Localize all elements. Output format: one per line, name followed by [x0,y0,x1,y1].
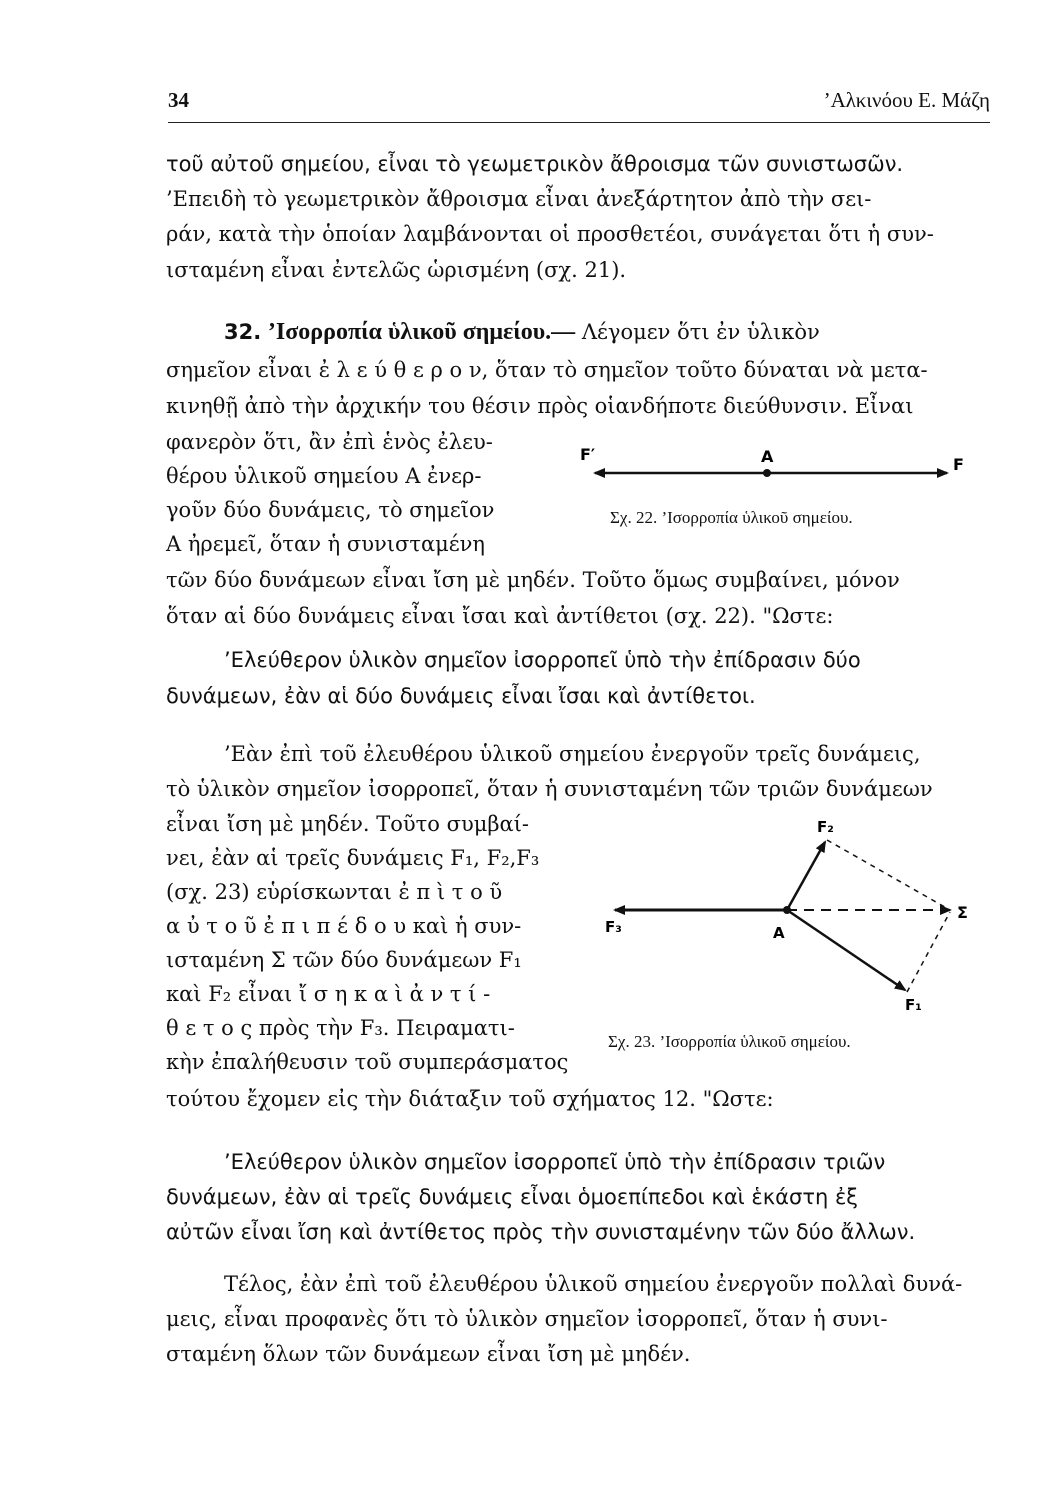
running-head-author: ’Αλκινόου Ε. Μάζη [823,88,990,112]
section-line-4: φανερὸν ὅτι, ἂν ἐπὶ ἑνὸς ἐλευ- [166,430,493,454]
p1-line-4: ισταμένη εἶναι ἐντελῶς ὡρισμένη (σχ. 21). [166,258,627,282]
p3-line-6: α ὐ τ ο ῦ ἐ π ι π έ δ ο υ καὶ ἡ συν- [166,914,522,938]
p3-line-7: ισταμένη Σ τῶν δύο δυνάμεων F₁ [166,948,522,972]
parallelogram-edge-upper [827,840,950,910]
p3-line-10: κὴν ἐπαλήθευσιν τοῦ συμπεράσματος [166,1050,569,1074]
section-line-9: ὅταν αἱ δύο δυνάμεις εἶναι ἴσαι καὶ ἀντίθετοι (σχ. 22). "Ωστε: [166,604,834,628]
force-f1-arrow [787,910,905,990]
p3-line-4: νει, ἐὰν αἱ τρεῖς δυνάμεις F₁, F₂,F₃ [166,846,540,870]
figure-22-caption: Σχ. 22. ’Ισορροπία ὑλικοῦ σημείου. [610,508,853,527]
p1-line-1: τοῦ αὐτοῦ σημείου, εἶναι τὸ γεωμετρικὸν ἄθροισμα τῶν συνιστωσῶν. [166,152,904,176]
section-line-6: γοῦν δύο δυνάμεις, τὸ σημεῖον [166,498,495,522]
section-line-3: κινηθῇ ἀπὸ τὴν ἀρχικήν του θέσιν πρὸς οἱανδήποτε διεύθυνσιν. Εἶναι [166,394,914,418]
force-f2-arrow [787,842,825,910]
section-line-2: σημεῖον εἶναι ἐ λ ε ύ θ ε ρ ο ν, ὅταν τὸ σημεῖον τοῦτο δύναται νὰ μετα- [166,358,928,382]
p3-line-2: τὸ ὑλικὸν σημεῖον ἰσορροπεῖ, ὅταν ἡ συνισταμένη τῶν τριῶν δυνάμεων [166,777,933,801]
label-f2: F₂ [817,818,834,836]
section-line-7: Α ἠρεμεῖ, ὅταν ἡ συνισταμένη [166,532,486,556]
label-a: A [773,924,785,942]
p3-line-3: εἶναι ἴση μὲ μηδέν. Τοῦτο συμβαί- [166,812,530,836]
page-header [168,82,990,123]
p3-line-1: ’Εὰν ἐπὶ τοῦ ἐλευθέρου ὑλικοῦ σημείου ἐνεργοῦν τρεῖς δυνάμεις, [224,742,921,766]
rule1-line-1: ’Ελεύθερον ὑλικὸν σημεῖον ἰσορροπεῖ ὑπὸ τὴν ἐπίδρασιν δύο [224,648,861,672]
label-sigma: Σ [957,903,968,922]
p3-line-11: τούτου ἔχομεν εἰς τὴν διάταξιν τοῦ σχήματος 12. "Ωστε: [166,1087,774,1111]
point-a-dot [763,469,771,477]
section-first-line-rest: Λέγομεν ὅτι ἐν ὑλικὸν [581,320,820,344]
label-f: F [953,455,964,474]
figure-22-diagram [575,440,975,500]
figure-23-caption: Σχ. 23. ’Ισορροπία ὑλικοῦ σημείου. [608,1032,851,1051]
p4-line-1: Τέλος, ἐὰν ἐπὶ τοῦ ἐλευθέρου ὑλικοῦ σημείου ἐνεργοῦν πολλαὶ δυνά- [224,1272,963,1296]
rule2-line-2: δυνάμεων, ἐὰν αἱ τρεῖς δυνάμεις εἶναι ὁμοεπίπεδοι καὶ ἑκάστη ἐξ [166,1185,859,1209]
p1-line-2: ’Επειδὴ τὸ γεωμετρικὸν ἄθροισμα εἶναι ἀνεξάρτητον ἀπὸ τὴν σει- [166,187,872,211]
section-heading-line [224,318,820,346]
point-a-dot [783,906,791,914]
p1-line-3: ράν, κατὰ τὴν ὁποίαν λαμβάνονται οἱ προσθετέοι, συνάγεται ὅτι ἡ συν- [166,222,934,246]
section-title: ’Ισορροπία ὑλικοῦ σημείου.— [267,319,576,345]
rule2-line-3: αὐτῶν εἶναι ἴση καὶ ἀντίθετος πρὸς τὴν συνισταμένην τῶν δύο ἄλλων. [166,1220,916,1244]
p3-line-8: καὶ F₂ εἶναι ἴ σ η κ α ὶ ἀ ν τ ί - [166,982,491,1006]
page-number: 34 [168,88,189,112]
p4-line-3: σταμένη ὅλων τῶν δυνάμεων εἶναι ἴση μὲ μηδέν. [166,1342,691,1366]
figure-23-diagram [595,810,985,1030]
label-f-prime: F′ [580,445,596,464]
label-f3: F₃ [605,918,622,936]
section-line-5: θέρου ὑλικοῦ σημείου Α ἐνερ- [166,464,482,488]
section-number: 32. [224,320,262,344]
parallelogram-edge-lower [907,912,950,992]
rule2-line-1: ’Ελεύθερον ὑλικὸν σημεῖον ἰσορροπεῖ ὑπὸ τὴν ἐπίδρασιν τριῶν [224,1150,886,1174]
p3-line-5: (σχ. 23) εὑρίσκωνται ἐ π ὶ τ ο ῦ [166,880,503,904]
p3-line-9: θ ε τ ο ς πρὸς τὴν F₃. Πειραματι- [166,1016,515,1040]
p4-line-2: μεις, εἶναι προφανὲς ὅτι τὸ ὑλικὸν σημεῖον ἰσορροπεῖ, ὅταν ἡ συνι- [166,1307,888,1331]
label-f1: F₁ [905,996,922,1014]
section-line-8: τῶν δύο δυνάμεων εἶναι ἴση μὲ μηδέν. Τοῦτο ὅμως συμβαίνει, μόνον [166,568,900,592]
label-a: A [761,447,774,466]
rule1-line-2: δυνάμεων, ἐὰν αἱ δύο δυνάμεις εἶναι ἴσαι καὶ ἀντίθετοι. [166,684,756,708]
